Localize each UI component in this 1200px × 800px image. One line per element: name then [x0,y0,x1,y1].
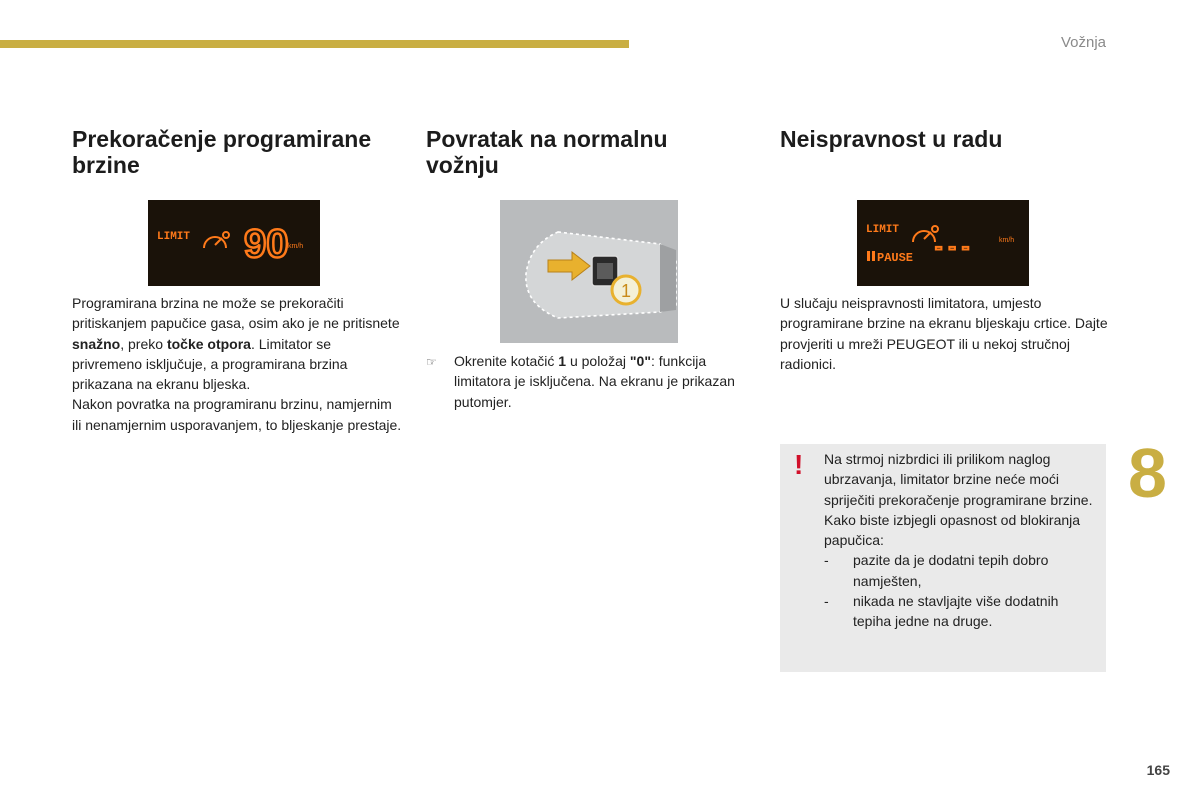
malfunction-text [780,293,1110,374]
paragraph: Nakon povratka na programiranu brzinu, namjernim ili nenamjernim usporavanjem, to bljeskanje prestaje. [72,396,402,433]
paragraph: Kako biste izbjegli opasnost od blokiranja papučica: [824,511,1081,549]
heading-return-normal: Povratak na normalnu vožnju [426,126,668,178]
header-accent-bar [0,40,629,48]
speed-unit: km/h [999,237,1015,244]
warning-text [824,449,1096,632]
return-normal-text [426,351,746,412]
heading-speed-exceeded: Prekoračenje programirane brzine [72,126,372,178]
bold-span: 1 [558,353,567,369]
text-span: Okrenite kotačić [454,353,559,369]
section-title: Vožnja [1060,34,1106,51]
exclamation-icon: ! [794,449,804,480]
paragraph [454,351,746,412]
dash-marker: - [824,552,829,569]
list-item-text: nikada ne stavljajte više dodatnih tepiha jedne na druge. [853,593,1059,630]
bold-span: snažno [72,335,121,352]
pointing-finger-icon: ☞ [426,355,437,369]
callout-number: 1 [621,281,632,301]
column-return-normal [426,126,746,178]
bold-span: "0" [629,353,651,369]
dashes-value: - - - [935,234,970,259]
list-item [824,591,1096,632]
heading-malfunction: Neispravnost u radu [780,126,1003,152]
paragraph: U slučaju neispravnosti limitatora, umjesto programirane brzine na ekranu bljeskaju crtice. Dajte provjeriti u mreži PEUGEOT ili u nekoj stručnoj radionici. [780,295,1108,372]
page-number: 165 [1146,762,1170,778]
limit-label: LIMIT [866,224,900,236]
text-span: u položaj [566,353,630,369]
text-span: Programirana brzina ne može se prekoračiti pritiskanjem papučice gasa, osim ako je ne pritisnete [72,295,400,332]
warning-box [780,444,1106,672]
text-span: : funkcija limitatora je isključena. Na ekranu je prikazan putomjer. [454,353,735,410]
list-item [824,550,1096,591]
list-item-text: pazite da je dodatni tepih dobro namješten, [853,552,1049,589]
bold-span: točke otpora [166,335,251,352]
pause-display-graphic [857,200,1029,286]
chapter-number: 8 [1128,434,1167,512]
paragraph [72,293,402,394]
limit-display-graphic [148,200,320,286]
text-span: , preko [120,335,167,352]
control-stalk-figure [500,200,678,343]
limit-label: LIMIT [157,231,191,243]
limit-display-panel [148,200,320,286]
pause-display-panel [857,200,1029,286]
dash-marker: - [824,593,829,610]
paragraph: Na strmoj nizbrdici ili prilikom naglog ubrzavanja, limitator brzine neće moći spriječiti prekoračenje programirane brzine. [824,451,1093,508]
column-malfunction [780,126,1110,152]
column-speed-exceeded [72,126,392,178]
control-stalk-illustration [500,200,678,343]
text-span: . Limitator se privremeno isključuje, a programirana brzina prikazana na ekranu bljeska. [72,335,348,393]
speed-value: 90 [244,222,289,266]
pause-label: PAUSE [877,251,914,265]
speed-unit: km/h [288,243,304,250]
bullet-item [426,351,746,412]
speed-exceeded-text [72,293,402,435]
